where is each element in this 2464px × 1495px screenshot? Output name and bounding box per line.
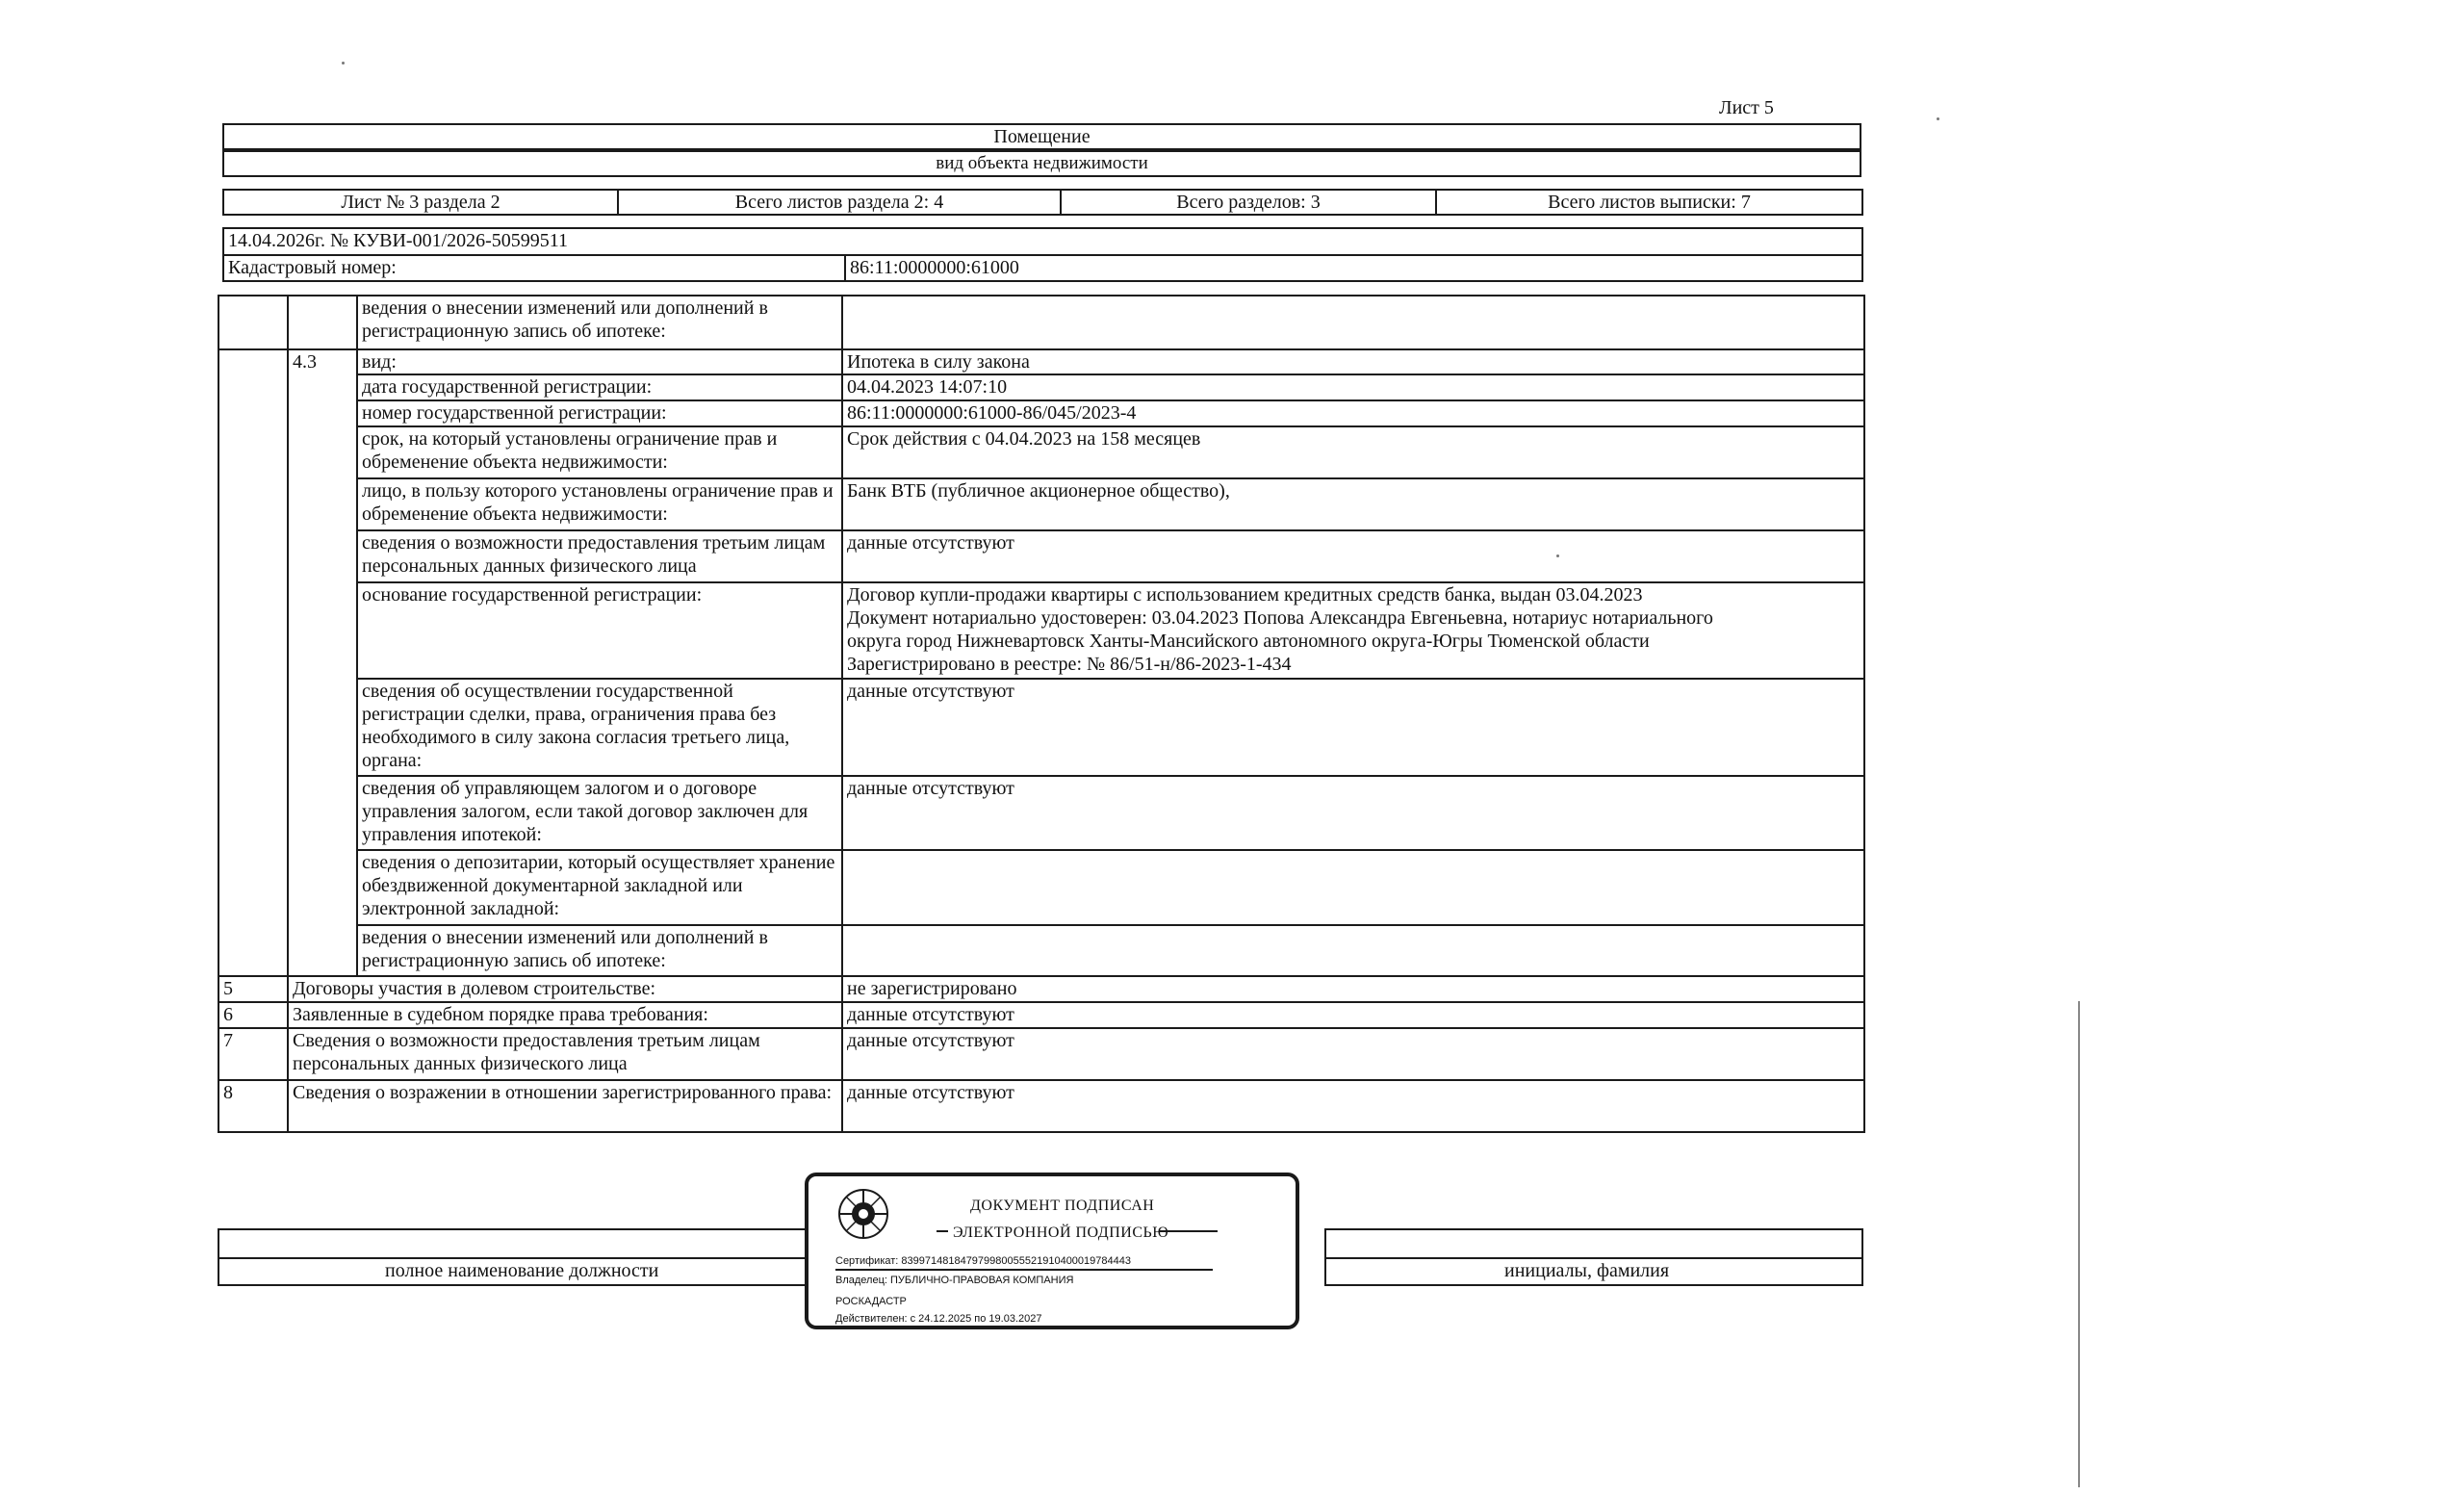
table-row: [218, 1002, 1864, 1028]
date-number: 14.04.2026г. № КУВИ-001/2026-50599511: [223, 228, 1862, 255]
table-row: [218, 478, 1864, 530]
row-number: 5: [218, 976, 288, 1002]
table-row: [218, 679, 1864, 776]
stamp-line1: ДОКУМЕНТ ПОДПИСАН: [970, 1198, 1155, 1214]
row-value: Ипотека в силу закона: [842, 349, 1864, 374]
row-value: данные отсутствуют: [842, 1028, 1864, 1080]
row-value: Банк ВТБ (публичное акционерное общество),: [842, 478, 1864, 530]
row-label: Договоры участия в долевом строительстве:: [288, 976, 842, 1002]
row-value: данные отсутствуют: [842, 1002, 1864, 1028]
basis-line: Зарегистрировано в реестре: № 86/51-н/86-2023-1-434: [847, 654, 1292, 675]
row-label: вид:: [357, 349, 842, 374]
row-label: сведения о депозитарии, который осуществляет хранение обездвиженной документарной закладной или электронной закладной:: [357, 850, 842, 925]
encumbrance-table: [218, 295, 1865, 1133]
row-value: данные отсутствуют: [842, 776, 1864, 850]
total-sections: Всего разделов: 3: [1061, 190, 1436, 215]
row-value: [842, 925, 1864, 976]
row-number: 7: [218, 1028, 288, 1080]
table-row: [218, 349, 1864, 374]
row-label: ведения о внесении изменений или дополнений в регистрационную запись об ипотеке:: [357, 925, 842, 976]
row-number: 6: [218, 1002, 288, 1028]
row-label: сведения об осуществлении государственной регистрации сделки, права, ограничения права без необходимого в силу закона согласия третьего лица, органа:: [357, 679, 842, 776]
sheet-of-section: Лист № 3 раздела 2: [223, 190, 618, 215]
table-row: [218, 976, 1864, 1002]
cadastral-table: [222, 227, 1863, 282]
table-row: [218, 530, 1864, 582]
table-row: [218, 925, 1864, 976]
row-value: не зарегистрировано: [842, 976, 1864, 1002]
row-label: Сведения о возможности предоставления третьим лицам персональных данных физического лица: [288, 1028, 842, 1080]
table-row: [218, 850, 1864, 925]
table-row: [218, 1080, 1864, 1132]
emblem-icon: [835, 1186, 891, 1242]
object-type-caption: вид объекта недвижимости: [222, 150, 1861, 177]
table-row: [218, 400, 1864, 426]
row-label: номер государственной регистрации:: [357, 400, 842, 426]
row-value: [842, 582, 1864, 679]
name-caption: инициалы, фамилия: [1504, 1260, 1670, 1281]
row-label: сведения об управляющем залогом и о договоре управления залогом, если такой договор заключен для управления ипотекой:: [357, 776, 842, 850]
basis-line: Документ нотариально удостоверен: 03.04.2023 Попова Александра Евгеньевна, нотариус нотариального: [847, 607, 1713, 629]
row-value: 04.04.2023 14:07:10: [842, 374, 1864, 400]
signature-divider-left: [218, 1257, 808, 1259]
table-row: [218, 1028, 1864, 1080]
table-row: [218, 296, 1864, 349]
signature-divider-right: [1324, 1257, 1863, 1259]
row-value: данные отсутствуют: [842, 530, 1864, 582]
position-caption: полное наименование должности: [385, 1260, 659, 1281]
row-label: дата государственной регистрации:: [357, 374, 842, 400]
row-label: основание государственной регистрации:: [357, 582, 842, 679]
table-row: [218, 582, 1864, 679]
scan-speck: [1556, 554, 1559, 557]
summary-table: [222, 189, 1863, 216]
table-row: [218, 776, 1864, 850]
total-sheets-section: Всего листов раздела 2: 4: [618, 190, 1061, 215]
basis-line: Договор купли-продажи квартиры с использованием кредитных средств банка, выдан 03.04.2023: [847, 584, 1643, 606]
row-label: Сведения о возражении в отношении зарегистрированного права:: [288, 1080, 842, 1132]
stamp-certificate: Сертификат: 839971481847979980055521910400019784443: [835, 1255, 1131, 1267]
row-label: ведения о внесении изменений или дополнений в регистрационную запись об ипотеке:: [357, 296, 842, 349]
object-type: Помещение: [222, 123, 1861, 150]
basis-line: округа город Нижневартовск Ханты-Мансийского автономного округа-Югры Тюменской области: [847, 631, 1650, 652]
row-label: срок, на который установлены ограничение прав и обременение объекта недвижимости:: [357, 426, 842, 478]
row-label: сведения о возможности предоставления третьим лицам персональных данных физического лица: [357, 530, 842, 582]
scan-speck: [1937, 117, 1939, 120]
scan-line: [2078, 1001, 2080, 1487]
electronic-signature-stamp: [805, 1173, 1299, 1329]
row-label: лицо, в пользу которого установлены ограничение прав и обременение объекта недвижимости:: [357, 478, 842, 530]
sub-number: 4.3: [288, 349, 357, 976]
scan-speck: [342, 62, 345, 64]
row-value: данные отсутствуют: [842, 679, 1864, 776]
stamp-line2: ЭЛЕКТРОННОЙ ПОДПИСЬЮ: [953, 1224, 1169, 1241]
sheet-number: Лист 5: [1719, 97, 1774, 118]
cadastral-label: Кадастровый номер:: [223, 255, 845, 281]
row-number: 8: [218, 1080, 288, 1132]
row-value: [842, 296, 1864, 349]
row-value: данные отсутствуют: [842, 1080, 1864, 1132]
table-row: [218, 374, 1864, 400]
row-value: [842, 850, 1864, 925]
cadastral-number: 86:11:0000000:61000: [845, 255, 1862, 281]
row-label: Заявленные в судебном порядке права требования:: [288, 1002, 842, 1028]
stamp-owner: Владелец: ПУБЛИЧНО-ПРАВОВАЯ КОМПАНИЯ: [835, 1275, 1074, 1286]
stamp-owner2: РОСКАДАСТР: [835, 1296, 907, 1307]
row-value: 86:11:0000000:61000-86/045/2023-4: [842, 400, 1864, 426]
table-row: [218, 426, 1864, 478]
row-value: Срок действия с 04.04.2023 на 158 месяцев: [842, 426, 1864, 478]
total-sheets-extract: Всего листов выписки: 7: [1436, 190, 1862, 215]
stamp-valid: Действителен: с 24.12.2025 по 19.03.2027: [835, 1313, 1042, 1325]
